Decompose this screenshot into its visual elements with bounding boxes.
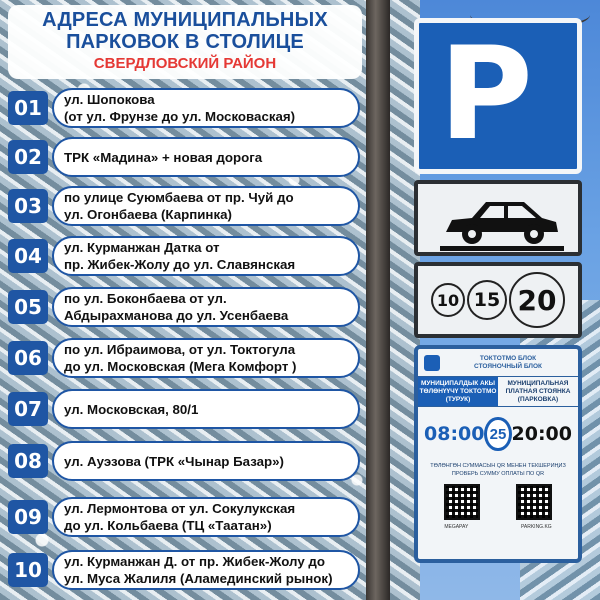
info-note: ТӨЛӨНГӨН СУММАСЫН QR МЕНЕН ТЕКШЕРИҢИЗ ПРОВЕРЬ СУММУ ОПЛАТЫ ПО QR bbox=[430, 463, 566, 477]
address-text: по ул. Боконбаева от ул. Абдырахманова до ул. Усенбаева bbox=[64, 291, 289, 323]
address-number: 10 bbox=[8, 553, 48, 587]
address-number: 08 bbox=[8, 444, 48, 478]
address-pill bbox=[52, 186, 360, 226]
address-number: 07 bbox=[8, 392, 48, 426]
address-text: ул. Курманжан Д. от пр. Жибек-Жолу до ул. Муса Жалиля (Аламединский рынок) bbox=[64, 554, 333, 586]
sign-pole bbox=[366, 0, 390, 600]
time-end: 20:00 bbox=[511, 423, 572, 446]
address-text: ул. Московская, 80/1 bbox=[64, 401, 199, 417]
address-number: 06 bbox=[8, 341, 48, 375]
page-title-line-1: АДРЕСА МУНИЦИПАЛЬНЫХ bbox=[42, 9, 328, 31]
qr-labels bbox=[418, 522, 578, 530]
address-row bbox=[8, 497, 360, 537]
rate-badge: 15 bbox=[467, 280, 507, 320]
address-pill bbox=[52, 497, 360, 537]
address-number: 02 bbox=[8, 140, 48, 174]
address-row bbox=[8, 338, 360, 378]
city-logo-icon bbox=[424, 355, 440, 371]
info-times bbox=[418, 407, 578, 455]
qr-right-label: PARKING.KG bbox=[520, 523, 552, 530]
address-pill bbox=[52, 236, 360, 276]
title-box bbox=[8, 5, 362, 79]
district-label: СВЕРДЛОВСКИЙ РАЙОН bbox=[93, 55, 277, 72]
address-row bbox=[8, 389, 360, 429]
address-row bbox=[8, 236, 360, 276]
parking-sign bbox=[414, 18, 582, 174]
address-text: ТРК «Мадина» + новая дорога bbox=[64, 149, 263, 165]
address-row bbox=[8, 441, 360, 481]
address-pill bbox=[52, 441, 360, 481]
page-title-line-2: ПАРКОВОК В СТОЛИЦЕ bbox=[66, 31, 304, 53]
qr-row bbox=[418, 482, 578, 522]
address-pill bbox=[52, 287, 360, 327]
address-number: 05 bbox=[8, 290, 48, 324]
address-pill bbox=[52, 137, 360, 177]
address-number: 01 bbox=[8, 91, 48, 125]
car-icon bbox=[438, 192, 566, 252]
address-text: по ул. Ибраимова, от ул. Токтогула до ул. Московская (Мега Комфорт ) bbox=[64, 342, 297, 374]
address-text: ул. Шопокова (от ул. Фрунзе до ул. Московаская) bbox=[64, 92, 296, 124]
address-row bbox=[8, 88, 360, 128]
address-pill bbox=[52, 88, 360, 128]
qr-code-icon bbox=[516, 484, 552, 520]
qr-code-icon bbox=[444, 484, 480, 520]
address-number: 04 bbox=[8, 239, 48, 273]
qr-left-label: MEGAPAY bbox=[444, 523, 469, 530]
info-right-text: МУНИЦИПАЛЬНАЯ ПЛАТНАЯ СТОЯНКА (ПАРКОВКА) bbox=[505, 380, 571, 403]
address-text: ул. Ауэзова (ТРК «Чынар Базар») bbox=[64, 453, 284, 469]
address-number: 03 bbox=[8, 189, 48, 223]
address-row bbox=[8, 287, 360, 327]
info-columns bbox=[418, 376, 578, 407]
address-pill bbox=[52, 389, 360, 429]
info-sign bbox=[414, 345, 582, 563]
address-row bbox=[8, 550, 360, 590]
time-start: 08:00 bbox=[424, 423, 485, 446]
rates-sign bbox=[414, 262, 582, 338]
address-pill bbox=[52, 550, 360, 590]
address-text: ул. Курманжан Датка от пр. Жибек-Жолу до ул. Славянская bbox=[64, 240, 296, 272]
address-row bbox=[8, 186, 360, 226]
info-left-text: МУНИЦИПАЛДЫК АКЫ ТӨЛӨНҮҮЧҮ ТОКТОТМО (ТУРУК) bbox=[418, 377, 498, 406]
address-number: 09 bbox=[8, 500, 48, 534]
address-pill bbox=[52, 338, 360, 378]
address-text: ул. Лермонтова от ул. Сокулукская до ул. Кольбаева (ТЦ «Таатан») bbox=[64, 501, 296, 533]
address-row bbox=[8, 137, 360, 177]
info-header-text: ТОКТОТМО БЛОК СТОЯНОЧНЫЙ БЛОК bbox=[474, 355, 542, 370]
rate-badge: 10 bbox=[431, 283, 465, 317]
car-sign bbox=[414, 180, 582, 256]
address-text: по улице Суюмбаева от пр. Чуй до ул. Огонбаева (Карпинка) bbox=[64, 190, 294, 222]
minutes-pin-icon: 25 bbox=[484, 417, 511, 451]
rate-badge: 20 bbox=[509, 272, 565, 328]
parking-letter: P bbox=[439, 20, 533, 169]
info-header bbox=[418, 349, 578, 373]
